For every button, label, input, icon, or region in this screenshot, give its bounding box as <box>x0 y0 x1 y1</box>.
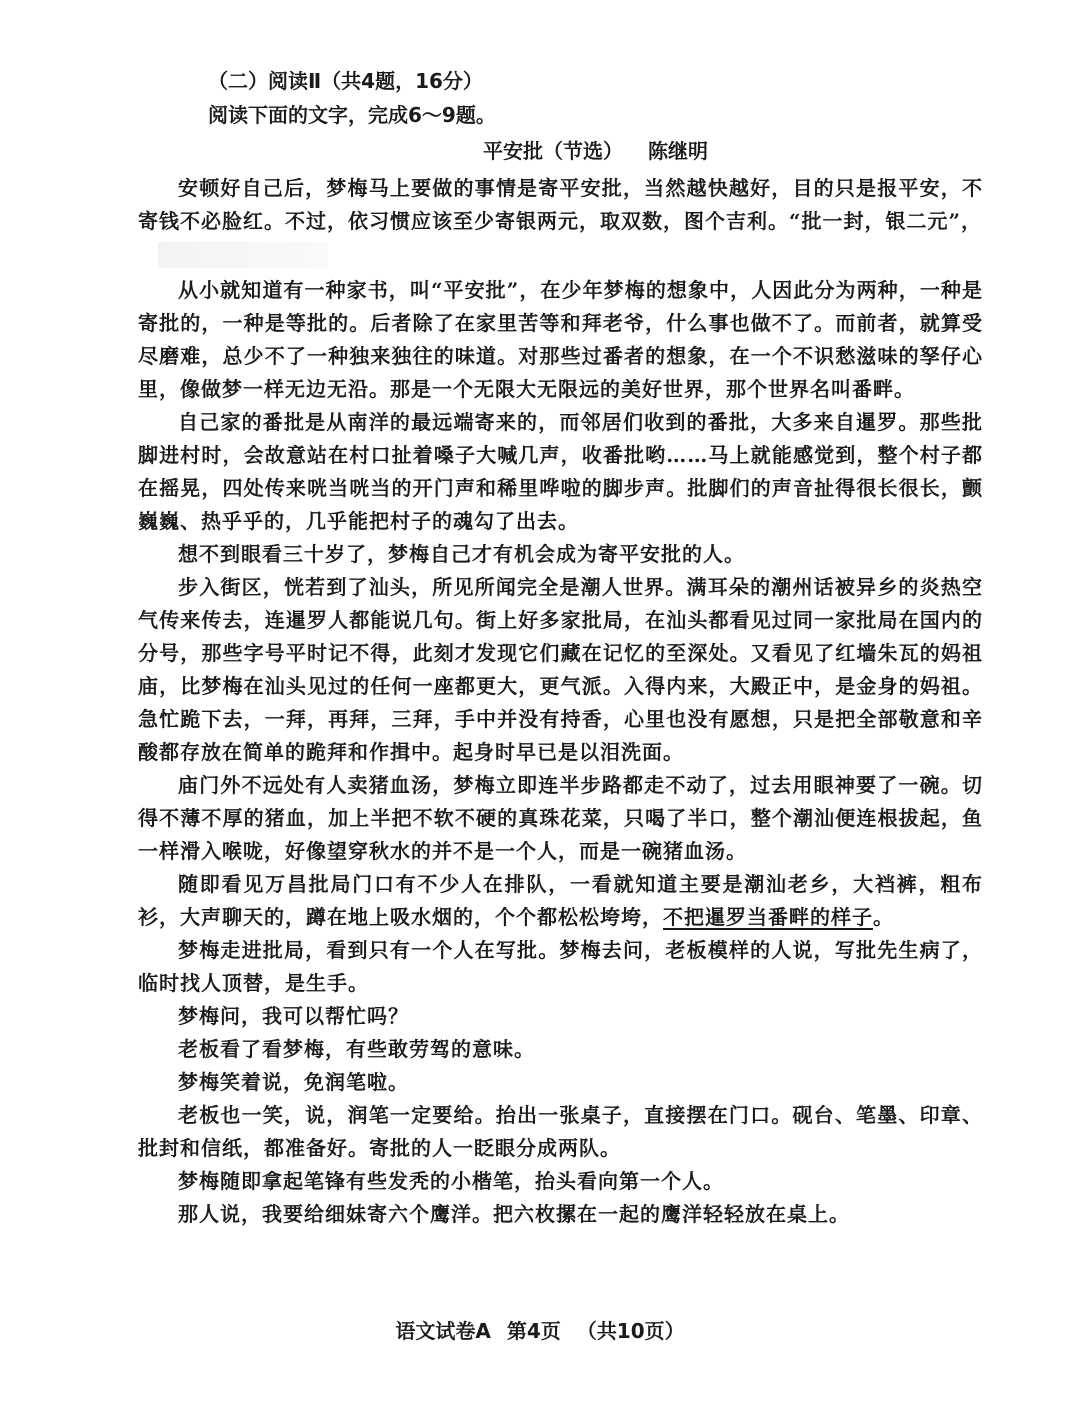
paragraph-12: 老板也一笑，说，润笔一定要给。抬出一张桌子，直接摆在门口。砚台、笔墨、印章、批封和信纸，都准备好。寄批的人一眨眼分成两队。 <box>138 1103 983 1160</box>
paragraph-11: 梦梅笑着说，免润笔啦。 <box>178 1070 409 1094</box>
paragraph-7-text: 随即看见万昌批局门口有不少人在排队，一看就知道主要是潮汕老乡，大裆裤，粗布衫，大声聊天的，蹲在地上吸水烟的，个个都松松垮垮， <box>138 872 983 929</box>
paragraph-4: 想不到眼看三十岁了，梦梅自己才有机会成为寄平安批的人。 <box>178 542 745 566</box>
section-instruction: 阅读下面的文字，完成6～9题。 <box>208 103 496 127</box>
article-author: 陈继明 <box>647 139 708 163</box>
paragraph-3: 自己家的番批是从南洋的最远端寄来的，而邻居们收到的番批，大多来自暹罗。那些批脚进村时，会故意站在村口扯着嗓子大喊几声，收番批哟……马上就能感觉到，整个村子都在摇晃，四处传来咣当咣当的开门声和稀里哗啦的脚步声。批脚们的声音扯得很长很长，颤巍巍、热乎乎的，几乎能把村子的魂勾了出去。 <box>138 410 983 533</box>
underlined-phrase: 不把暹罗当番畔的样子 <box>663 905 873 929</box>
footer-total: （共10页） <box>576 1319 685 1343</box>
paragraph-10: 老板看了看梦梅，有些敢劳驾的意味。 <box>178 1037 535 1061</box>
paragraph-1: 安顿好自己后，梦梅马上要做的事情是寄平安批，当然越快越好，目的只是报平安，不寄钱不必脸红。不过，依习惯应该至少寄银两元，取双数，图个吉利。“批一封，银二元”， <box>138 176 983 233</box>
article-title: 平安批（节选） <box>483 139 623 163</box>
section-heading: （二）阅读Ⅱ（共4题，16分） <box>208 69 483 93</box>
paragraph-7-end: 。 <box>873 905 894 929</box>
paragraph-5: 步入街区，恍若到了汕头，所见所闻完全是潮人世界。满耳朵的潮州话被异乡的炎热空气传来传去，连暹罗人都能说几句。街上好多家批局，在汕头都看见过同一家批局在国内的分号，那些字号平时记不得，此刻才发现它们藏在记忆的至深处。又看见了红墙朱瓦的妈祖庙，比梦梅在汕头见过的任何一座都更大，更气派。入得内来，大殿正中，是金身的妈祖。急忙跪下去，一拜，再拜，三拜，手中并没有持香，心里也没有愿想，只是把全部敬意和辛酸都存放在简单的跪拜和作揖中。起身时早已是以泪洗面。 <box>138 575 983 764</box>
paragraph-8: 梦梅走进批局，看到只有一个人在写批。梦梅去问，老板模样的人说，写批先生病了，临时找人顶替，是生手。 <box>138 938 983 995</box>
paragraph-9: 梦梅问，我可以帮忙吗？ <box>178 1004 409 1028</box>
paragraph-13: 梦梅随即拿起笔锋有些发秃的小楷笔，抬头看向第一个人。 <box>178 1169 724 1193</box>
page-content <box>138 64 983 1231</box>
footer-page: 第4页 <box>506 1319 561 1343</box>
footer-paper: 语文试卷A <box>395 1319 491 1343</box>
page-footer <box>0 1316 1080 1346</box>
paragraph-7 <box>138 868 983 934</box>
article-title-line <box>138 134 983 168</box>
paragraph-2: 从小就知道有一种家书，叫“平安批”，在少年梦梅的想象中，人因此分为两种，一种是寄批的，一种是等批的。后者除了在家里苦等和拜老爷，什么事也做不了。而前者，就算受尽磨难，总少不了一种独来独往的味道。对那些过番者的想象，在一个不识愁滋味的孥仔心里，像做梦一样无边无沿。那是一个无限大无限远的美好世界，那个世界名叫番畔。 <box>138 278 983 401</box>
obscured-text-area <box>158 242 328 268</box>
paragraph-6: 庙门外不远处有人卖猪血汤，梦梅立即连半步路都走不动了，过去用眼神要了一碗。切得不薄不厚的猪血，加上半把不软不硬的真珠花菜，只喝了半口，整个潮汕便连根拔起，鱼一样滑入喉咙，好像望穿秋水的并不是一个人，而是一碗猪血汤。 <box>138 773 983 863</box>
paragraph-14: 那人说，我要给细妹寄六个鹰洋。把六枚摞在一起的鹰洋轻轻放在桌上。 <box>178 1202 850 1226</box>
